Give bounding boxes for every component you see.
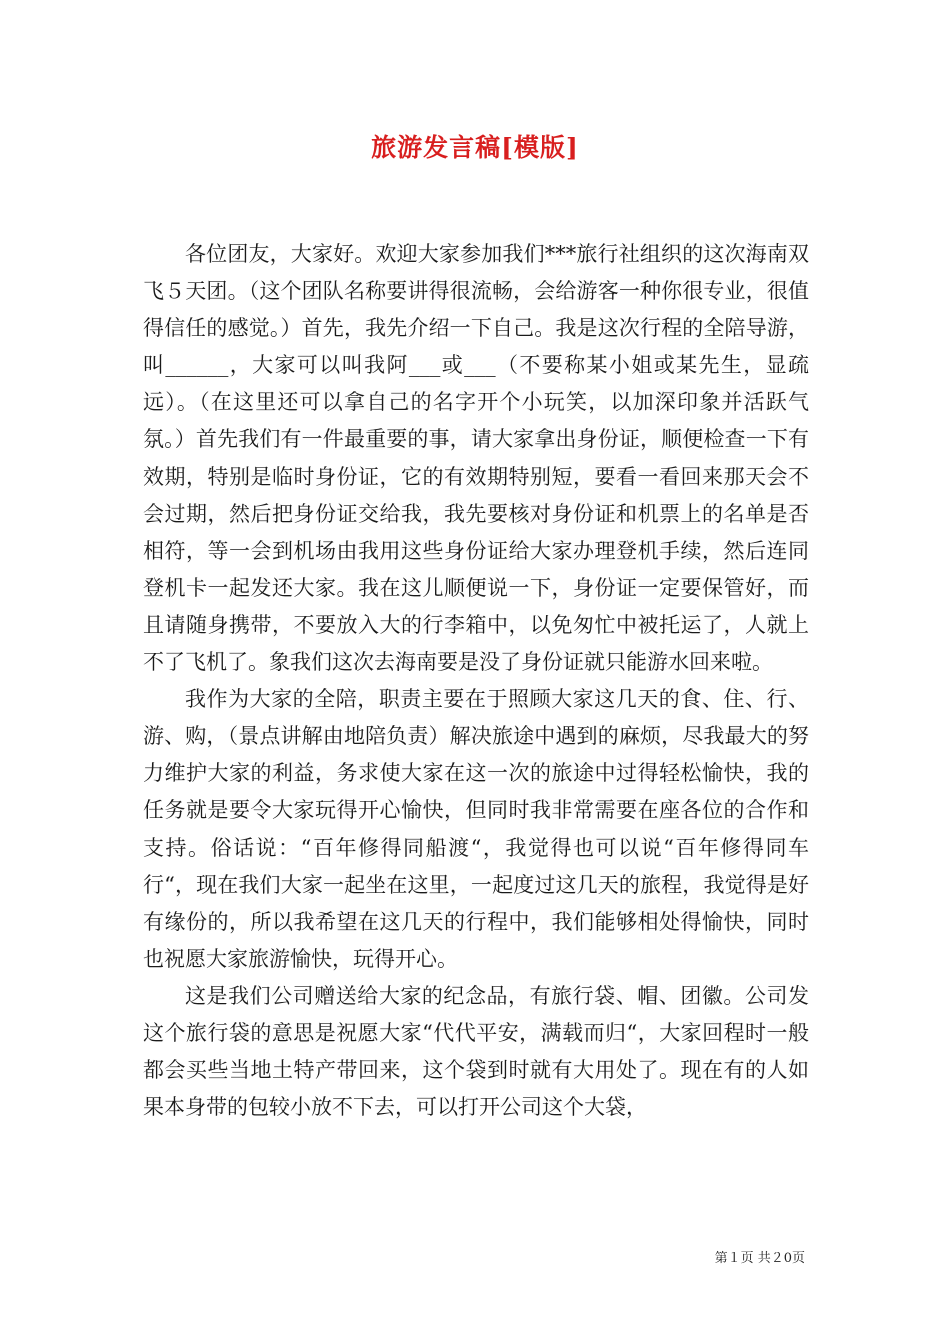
document-body [143, 236, 809, 1126]
paragraph-3: 这是我们公司赠送给大家的纪念品，有旅行袋、帽、团徽。公司发这个旅行袋的意思是祝愿大家“代代平安，满载而归“，大家回程时一般都会买些当地土特产带回来，这个袋到时就有大用处了。现在有的人如果本身带的包较小放不下去，可以打开公司这个大袋， [143, 983, 809, 1120]
paragraph-2: 我作为大家的全陪，职责主要在于照顾大家这几天的食、住、行、游、购，（景点讲解由地陪负责）解决旅途中遇到的麻烦，尽我最大的努力维护大家的利益，务求使大家在这一次的旅途中过得轻松愉快，我的任务就是要令大家玩得开心愉快，但同时我非常需要在座各位的合作和支持。俗话说：“百年修得同船渡“，我觉得也可以说“百年修得同车行“，现在我们大家一起坐在这里，一起度过这几天的旅程，我觉得是好有缘份的，所以我希望在这几天的行程中，我们能够相处得愉快，同时也祝愿大家旅游愉快，玩得开心。 [143, 687, 809, 971]
paragraph-1: 各位团友，大家好。欢迎大家参加我们***旅行社组织的这次海南双飞５天团。（这个团队名称要讲得很流畅，会给游客一种你很专业，很值得信任的感觉。）首先，我先介绍一下自己。我是这次行程的全陪导游，叫______，大家可以叫我阿___或___（不要称某小姐或某先生，显疏远）。（在这里还可以拿自己的名字开个小玩笑，以加深印象并活跃气氛。）首先我们有一件最重要的事，请大家拿出身份证，顺便检查一下有效期，特别是临时身份证，它的有效期特别短，要看一看回来那天会不会过期，然后把身份证交给我，我先要核对身份证和机票上的名单是否相符，等一会到机场由我用这些身份证给大家办理登机手续，然后连同登机卡一起发还大家。我在这儿顺便说一下，身份证一定要保管好，而且请随身携带，不要放入大的行李箱中，以免匆忙中被托运了，人就上不了飞机了。象我们这次去海南要是没了身份证就只能游水回来啦。 [143, 242, 809, 675]
document-title: 旅游发言稿[模版] [371, 133, 579, 162]
page-number-footer: 第１页 共２0页 [714, 1251, 805, 1266]
